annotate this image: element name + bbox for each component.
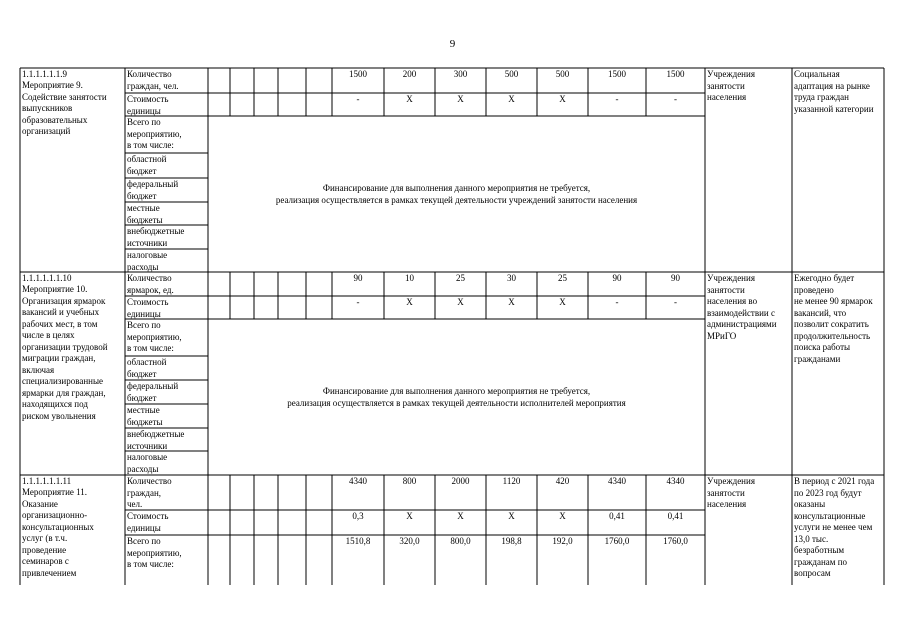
table-cell: X: [406, 94, 413, 104]
table-cell: 4340: [349, 476, 367, 486]
table-cell: 30: [507, 273, 516, 283]
row-label: налоговые расходы: [127, 250, 168, 272]
table-cell: 300: [453, 69, 468, 79]
table-cell: -: [356, 297, 360, 307]
measure-code: 1.1.1.1.1.1.9: [22, 69, 67, 79]
table-cell: X: [406, 297, 413, 307]
table-cell: X: [457, 511, 464, 521]
table-cell: X: [508, 94, 515, 104]
expected-result: Ежегодно будет проведено не менее 90 ярмарок вакансий, что позволит сократить продолжительность поиска работы гражданами: [794, 273, 873, 364]
table-cell: 198,8: [501, 536, 522, 546]
row-label: Стоимость единицы: [127, 297, 169, 319]
row-label: налоговые расходы: [127, 452, 168, 474]
table-cell: 90: [671, 273, 680, 283]
table-cell: -: [674, 94, 677, 104]
table-cell: 800: [402, 476, 417, 486]
table-cell: -: [356, 94, 360, 104]
table-cell: 192,0: [552, 536, 573, 546]
table-cell: 90: [612, 273, 622, 283]
row-label: Количество граждан, чел.: [127, 69, 179, 91]
expected-result: Социальная адаптация на рынке труда граждан указанной категории: [794, 69, 874, 114]
table-cell: 90: [353, 273, 363, 283]
table-cell: X: [559, 297, 566, 307]
row-label: Количество граждан, чел.: [127, 476, 172, 509]
table-cell: 1500: [666, 69, 685, 79]
table-cell: X: [406, 511, 413, 521]
measure-name: Мероприятие 10. Организация ярмарок вакансий и учебных рабочих мест, в том числе в целях организации трудовой миграции граждан, включая специализированные ярмарки для граждан, находящихся под риском увольнения: [22, 284, 108, 421]
executor: Учреждения занятости населения во взаимодействии с администрациями МРиГО: [707, 273, 777, 341]
table-cell: X: [508, 297, 515, 307]
table-cell: 1510,8: [345, 536, 371, 546]
expected-result: В период с 2021 года по 2023 год будут оказаны консультационные услуги не менее чем 13,0 тыс. безработным гражданам по вопросам: [794, 476, 875, 578]
table-cell: 200: [402, 69, 417, 79]
table-cell: X: [457, 94, 464, 104]
table-cell: 4340: [666, 476, 685, 486]
row-label: Количество ярмарок, ед.: [127, 273, 174, 295]
table-cell: X: [457, 297, 464, 307]
page-number: 9: [449, 38, 456, 50]
row-label: Всего по мероприятию, в том числе:: [127, 117, 182, 150]
table-cell: 0,3: [352, 511, 364, 521]
table-cell: X: [559, 511, 566, 521]
table-cell: 1760,0: [663, 536, 688, 546]
row-label: федеральный бюджет: [127, 381, 179, 403]
measure-code: 1.1.1.1.1.1.11: [22, 476, 72, 486]
row-label: Стоимость единицы: [127, 511, 169, 533]
table-cell: 500: [504, 69, 519, 79]
table-cell: 1120: [502, 476, 521, 486]
row-label: местные бюджеты: [127, 203, 163, 225]
row-label: местные бюджеты: [127, 405, 163, 427]
row-label: внебюджетные источники: [127, 226, 185, 248]
table-cell: 500: [555, 69, 570, 79]
row-label: областной бюджет: [127, 154, 167, 176]
row-label: внебюджетные источники: [127, 429, 185, 451]
table-cell: X: [559, 94, 566, 104]
measure-name: Мероприятие 9. Содействие занятости выпускников образовательных организаций: [22, 80, 107, 136]
measure-name: Мероприятие 11. Оказание организационно- консультационных услуг (в т.ч. проведение семинаров с привлечением: [22, 487, 94, 578]
table-cell: -: [674, 297, 677, 307]
table-cell: X: [508, 511, 515, 521]
row-label: федеральный бюджет: [127, 179, 179, 201]
table-cell: 1760,0: [604, 536, 630, 546]
table-cell: -: [615, 297, 619, 307]
financing-note: Финансирование для выполнения данного мероприятия не требуется, реализация осуществляется в рамках текущей деятельности учреждений занятости населения: [275, 183, 638, 205]
financing-note: Финансирование для выполнения данного мероприятия не требуется, реализация осуществляется в рамках текущей деятельности исполнителей мероприятия: [287, 386, 626, 408]
row-label: Стоимость единицы: [127, 94, 169, 116]
table-cell: 800,0: [450, 536, 471, 546]
executor: Учреждения занятости населения: [707, 476, 755, 509]
table-cell: 10: [405, 273, 414, 283]
measure-code: 1.1.1.1.1.1.10: [22, 273, 72, 283]
table-cell: 1500: [349, 69, 367, 79]
executor: Учреждения занятости населения: [707, 69, 755, 102]
table-cell: 25: [456, 273, 465, 283]
table-cell: 4340: [608, 476, 626, 486]
row-label: областной бюджет: [127, 357, 167, 379]
table-cell: 0,41: [609, 511, 625, 521]
row-label: Всего по мероприятию, в том числе:: [127, 536, 182, 569]
table-cell: 0,41: [667, 511, 684, 521]
table-cell: 320,0: [399, 536, 420, 546]
table-cell: 2000: [451, 476, 470, 486]
table-cell: 420: [555, 476, 570, 486]
table-cell: 25: [558, 273, 567, 283]
table-cell: -: [615, 94, 619, 104]
row-label: Всего по мероприятию, в том числе:: [127, 320, 182, 353]
table-cell: 1500: [608, 69, 626, 79]
